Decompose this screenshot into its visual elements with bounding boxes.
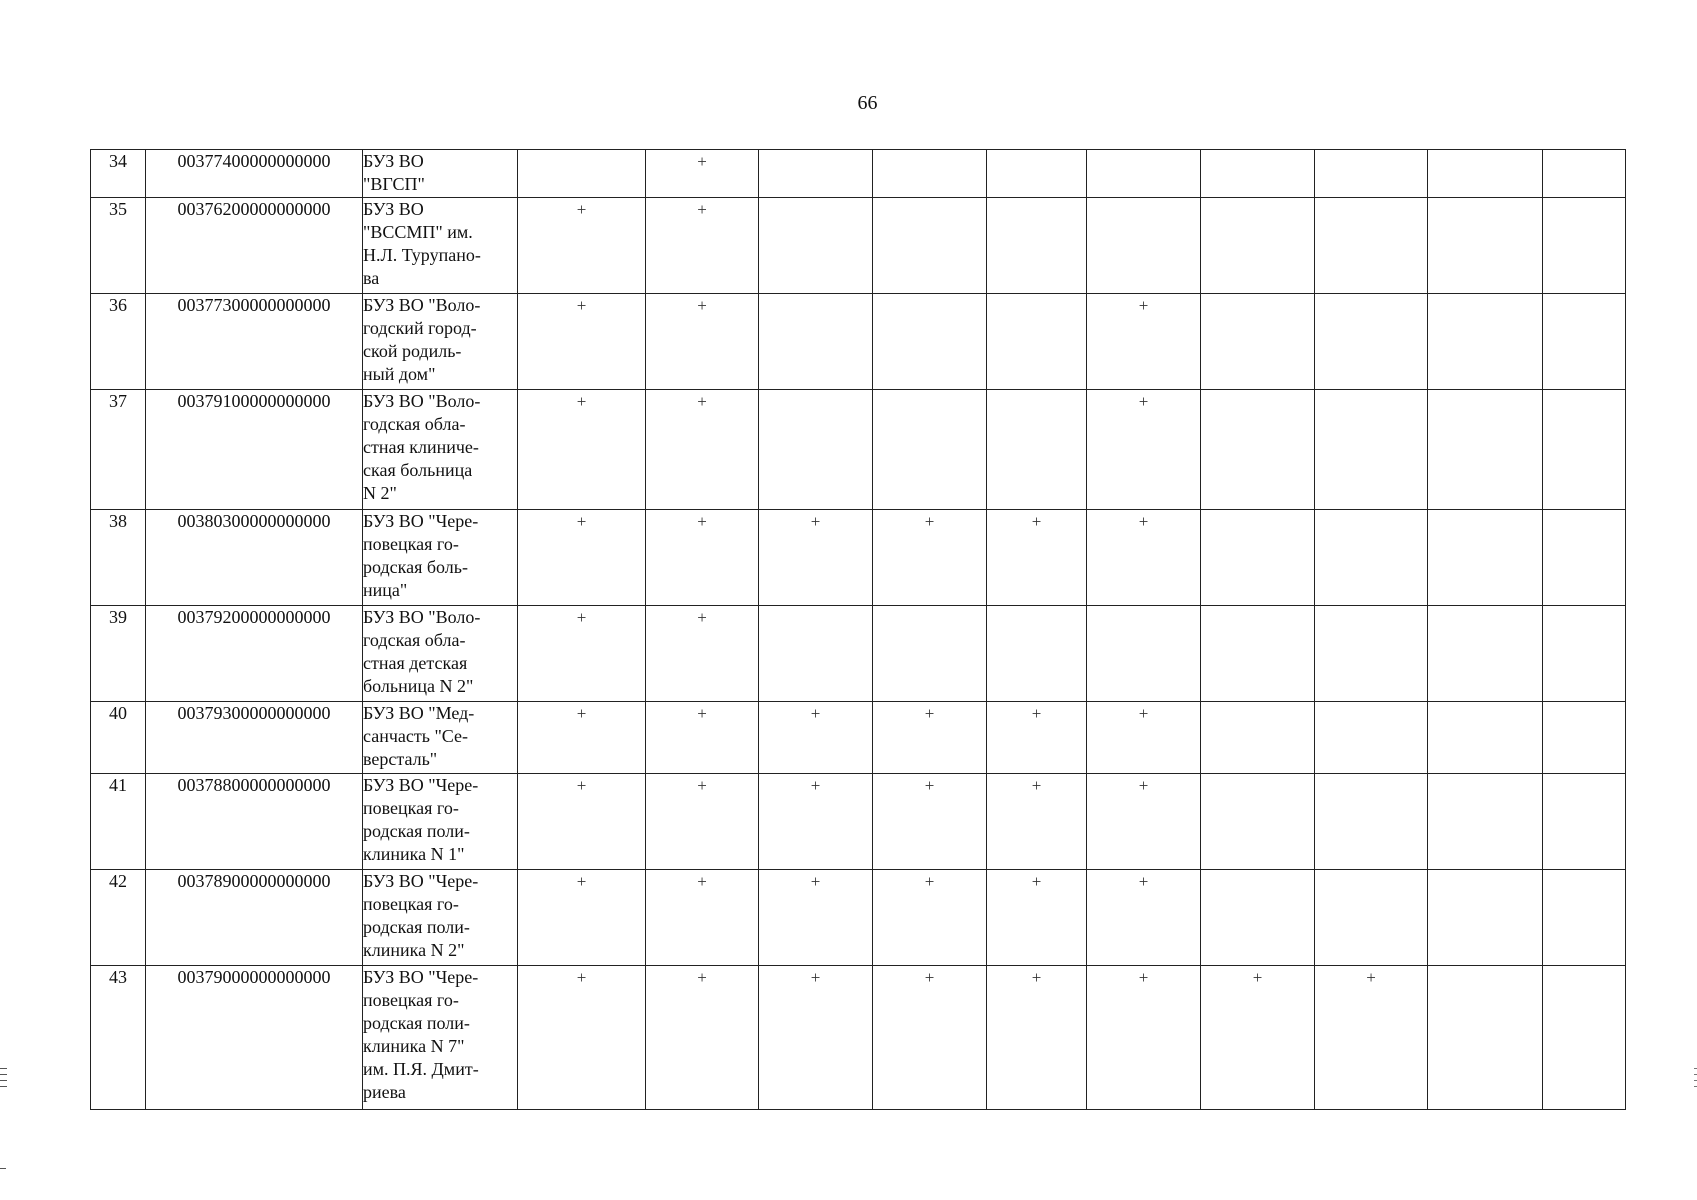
table-body xyxy=(91,150,1626,1110)
mark-cell: + xyxy=(1087,390,1201,510)
mark-cell xyxy=(759,294,873,390)
org-name-cell: БУЗ ВО "Чере- повецкая го- родская боль- ница" xyxy=(363,510,518,606)
mark-cell xyxy=(1543,390,1626,510)
mark-cell xyxy=(987,606,1087,702)
table-row xyxy=(91,606,1626,702)
mark-cell: + xyxy=(518,510,646,606)
org-name-cell: БУЗ ВО "Чере- повецкая го- родская поли- клиника N 7" им. П.Я. Дмит- риева xyxy=(363,966,518,1110)
table-row xyxy=(91,774,1626,870)
org-name-cell: БУЗ ВО "ВГСП" xyxy=(363,150,518,198)
mark-cell xyxy=(1543,774,1626,870)
mark-cell: + xyxy=(873,870,987,966)
mark-cell xyxy=(1201,870,1315,966)
org-code-cell: 00377300000000000 xyxy=(146,294,363,390)
mark-cell: + xyxy=(518,606,646,702)
row-number-cell: 38 xyxy=(91,510,146,606)
mark-cell: + xyxy=(759,870,873,966)
table-row xyxy=(91,390,1626,510)
page-number: 66 xyxy=(857,92,878,114)
mark-cell xyxy=(1315,150,1428,198)
mark-cell: + xyxy=(1087,702,1201,774)
mark-cell xyxy=(987,150,1087,198)
organizations-table xyxy=(90,149,1626,1110)
table-row xyxy=(91,510,1626,606)
mark-cell xyxy=(1315,510,1428,606)
mark-cell xyxy=(1428,606,1543,702)
mark-cell: + xyxy=(646,966,759,1110)
mark-cell: + xyxy=(987,774,1087,870)
org-code-cell: 00376200000000000 xyxy=(146,198,363,294)
mark-cell: + xyxy=(1087,510,1201,606)
org-name-cell: БУЗ ВО "Чере- повецкая го- родская поли- клиника N 2" xyxy=(363,870,518,966)
mark-cell xyxy=(1543,606,1626,702)
mark-cell xyxy=(1315,294,1428,390)
mark-cell xyxy=(1428,870,1543,966)
mark-cell: + xyxy=(987,870,1087,966)
mark-cell: + xyxy=(646,606,759,702)
mark-cell xyxy=(1543,294,1626,390)
mark-cell xyxy=(1543,702,1626,774)
table-row xyxy=(91,198,1626,294)
org-name-cell: БУЗ ВО "Чере- повецкая го- родская поли- клиника N 1" xyxy=(363,774,518,870)
row-number-cell: 43 xyxy=(91,966,146,1110)
mark-cell: + xyxy=(987,510,1087,606)
mark-cell xyxy=(873,606,987,702)
mark-cell xyxy=(873,198,987,294)
mark-cell xyxy=(1201,150,1315,198)
mark-cell xyxy=(1315,870,1428,966)
left-margin-ticks xyxy=(0,1068,7,1092)
mark-cell: + xyxy=(646,294,759,390)
mark-cell xyxy=(1428,702,1543,774)
mark-cell xyxy=(1428,966,1543,1110)
mark-cell xyxy=(1428,294,1543,390)
mark-cell: + xyxy=(873,774,987,870)
row-number-cell: 35 xyxy=(91,198,146,294)
mark-cell xyxy=(1315,606,1428,702)
mark-cell xyxy=(1201,198,1315,294)
row-number-cell: 42 xyxy=(91,870,146,966)
mark-cell xyxy=(873,150,987,198)
mark-cell xyxy=(1087,198,1201,294)
mark-cell: + xyxy=(1201,966,1315,1110)
mark-cell: + xyxy=(873,966,987,1110)
row-number-cell: 40 xyxy=(91,702,146,774)
mark-cell xyxy=(1428,510,1543,606)
mark-cell: + xyxy=(759,966,873,1110)
org-name-cell: БУЗ ВО "Воло- годская обла- стная детская больница N 2" xyxy=(363,606,518,702)
mark-cell xyxy=(1543,966,1626,1110)
table-row xyxy=(91,966,1626,1110)
row-number-cell: 36 xyxy=(91,294,146,390)
mark-cell xyxy=(1315,702,1428,774)
mark-cell: + xyxy=(646,150,759,198)
mark-cell xyxy=(987,198,1087,294)
org-code-cell: 00379200000000000 xyxy=(146,606,363,702)
mark-cell: + xyxy=(518,774,646,870)
mark-cell xyxy=(1201,774,1315,870)
mark-cell xyxy=(1428,390,1543,510)
mark-cell: + xyxy=(518,966,646,1110)
org-code-cell: 00379300000000000 xyxy=(146,702,363,774)
mark-cell: + xyxy=(518,390,646,510)
mark-cell xyxy=(1543,150,1626,198)
row-number-cell: 41 xyxy=(91,774,146,870)
mark-cell: + xyxy=(646,390,759,510)
table-row xyxy=(91,870,1626,966)
table-row xyxy=(91,702,1626,774)
mark-cell xyxy=(759,606,873,702)
mark-cell: + xyxy=(987,702,1087,774)
org-code-cell: 00379000000000000 xyxy=(146,966,363,1110)
mark-cell: + xyxy=(646,198,759,294)
mark-cell xyxy=(873,294,987,390)
scan-corner-mark xyxy=(0,1168,6,1169)
mark-cell xyxy=(987,294,1087,390)
mark-cell xyxy=(1428,150,1543,198)
mark-cell: + xyxy=(1087,294,1201,390)
mark-cell xyxy=(759,390,873,510)
mark-cell: + xyxy=(1087,774,1201,870)
mark-cell xyxy=(1543,198,1626,294)
mark-cell: + xyxy=(646,774,759,870)
mark-cell: + xyxy=(646,870,759,966)
mark-cell: + xyxy=(873,510,987,606)
mark-cell: + xyxy=(987,966,1087,1110)
mark-cell: + xyxy=(759,702,873,774)
mark-cell xyxy=(1201,390,1315,510)
org-code-cell: 00380300000000000 xyxy=(146,510,363,606)
mark-cell xyxy=(1201,294,1315,390)
mark-cell xyxy=(1428,198,1543,294)
mark-cell xyxy=(759,198,873,294)
mark-cell: + xyxy=(759,510,873,606)
mark-cell: + xyxy=(759,774,873,870)
mark-cell: + xyxy=(646,510,759,606)
org-name-cell: БУЗ ВО "Воло- годская обла- стная клиниче- ская больница N 2" xyxy=(363,390,518,510)
org-code-cell: 00378900000000000 xyxy=(146,870,363,966)
mark-cell: + xyxy=(1087,870,1201,966)
table-row xyxy=(91,294,1626,390)
row-number-cell: 37 xyxy=(91,390,146,510)
row-number-cell: 34 xyxy=(91,150,146,198)
mark-cell: + xyxy=(646,702,759,774)
mark-cell: + xyxy=(1087,966,1201,1110)
org-code-cell: 00378800000000000 xyxy=(146,774,363,870)
mark-cell xyxy=(1201,606,1315,702)
org-name-cell: БУЗ ВО "ВССМП" им. Н.Л. Турупано- ва xyxy=(363,198,518,294)
mark-cell: + xyxy=(873,702,987,774)
mark-cell xyxy=(1315,198,1428,294)
org-code-cell: 00377400000000000 xyxy=(146,150,363,198)
mark-cell xyxy=(1087,606,1201,702)
mark-cell xyxy=(1428,774,1543,870)
mark-cell: + xyxy=(518,870,646,966)
mark-cell xyxy=(1201,702,1315,774)
mark-cell: + xyxy=(518,198,646,294)
org-name-cell: БУЗ ВО "Воло- годский город- ской родиль- ный дом" xyxy=(363,294,518,390)
mark-cell xyxy=(873,390,987,510)
org-code-cell: 00379100000000000 xyxy=(146,390,363,510)
mark-cell xyxy=(518,150,646,198)
mark-cell xyxy=(1315,774,1428,870)
mark-cell xyxy=(1543,870,1626,966)
table-row xyxy=(91,150,1626,198)
mark-cell: + xyxy=(1315,966,1428,1110)
mark-cell: + xyxy=(518,702,646,774)
mark-cell xyxy=(1201,510,1315,606)
org-name-cell: БУЗ ВО "Мед- санчасть "Се- версталь" xyxy=(363,702,518,774)
row-number-cell: 39 xyxy=(91,606,146,702)
mark-cell xyxy=(1315,390,1428,510)
mark-cell xyxy=(1543,510,1626,606)
mark-cell xyxy=(759,150,873,198)
mark-cell: + xyxy=(518,294,646,390)
mark-cell xyxy=(987,390,1087,510)
mark-cell xyxy=(1087,150,1201,198)
